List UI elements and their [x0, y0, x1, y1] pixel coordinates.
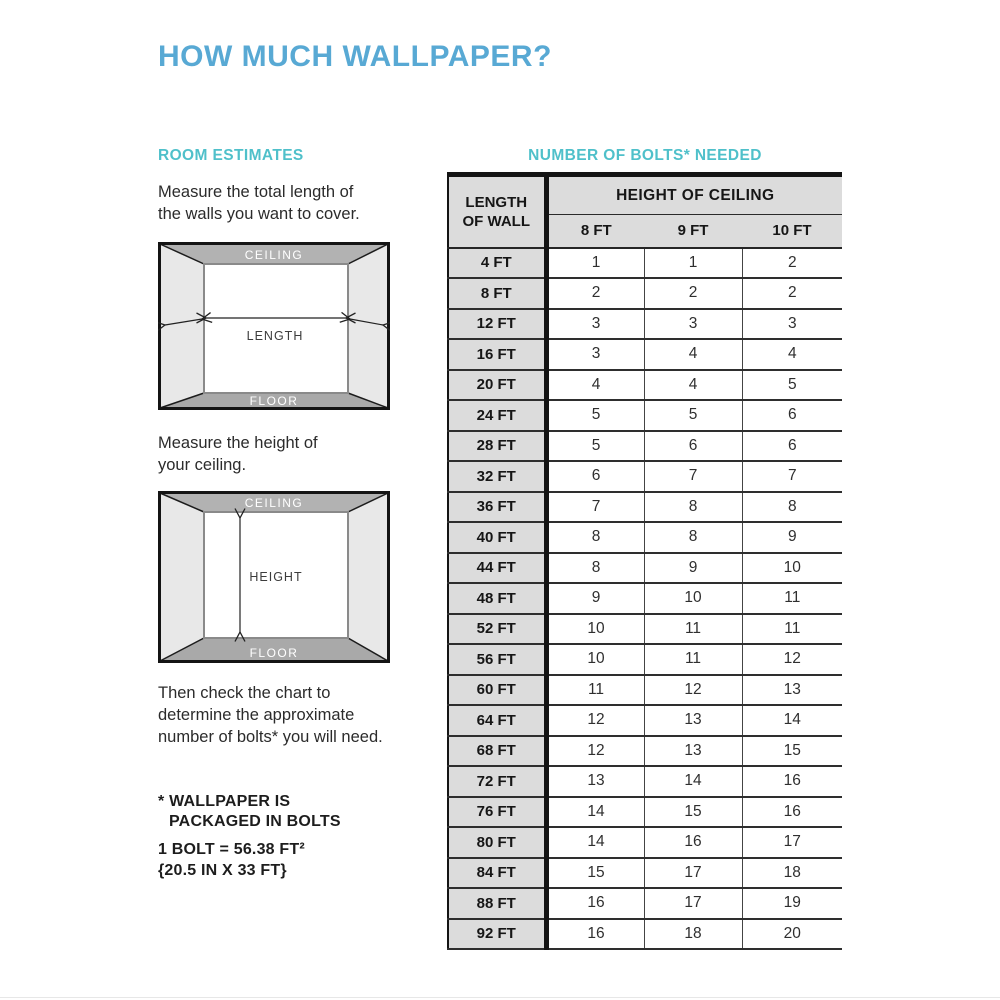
bolts-value-cell: 16	[742, 797, 842, 828]
bolts-value-cell: 12	[546, 705, 644, 736]
bolts-value-cell: 9	[644, 553, 742, 584]
ceiling-8ft-header: 8 FT	[546, 215, 644, 248]
ceiling-label: CEILING	[244, 248, 304, 262]
bolts-value-cell: 12	[644, 675, 742, 706]
bolts-value-cell: 7	[742, 461, 842, 492]
bolts-value-cell: 10	[742, 553, 842, 584]
wall-length-cell: 16 FT	[448, 339, 546, 370]
table-row	[448, 675, 842, 706]
page-bottom-divider	[0, 997, 1000, 998]
instruction-line: Measure the total length of	[158, 183, 354, 201]
bolts-value-cell: 17	[742, 827, 842, 858]
bolts-value-cell: 7	[546, 492, 644, 523]
bolt-info-line: 1 BOLT = 56.38 FT²	[158, 841, 305, 858]
bolt-info-line: {20.5 IN X 33 FT}	[158, 862, 287, 879]
wall-length-cell: 72 FT	[448, 766, 546, 797]
bolts-value-cell: 10	[546, 614, 644, 645]
instruction-line: the walls you want to cover.	[158, 205, 360, 223]
table-row	[448, 614, 842, 645]
table-row	[448, 858, 842, 889]
table-row	[448, 370, 842, 401]
bolts-value-cell: 4	[644, 339, 742, 370]
bolts-value-cell: 8	[742, 492, 842, 523]
table-row	[448, 553, 842, 584]
table-row	[448, 888, 842, 919]
floor-label: FLOOR	[249, 646, 299, 660]
bolts-value-cell: 15	[644, 797, 742, 828]
bolts-value-cell: 6	[742, 400, 842, 431]
bolts-value-cell: 15	[742, 736, 842, 767]
bolts-value-cell: 11	[644, 614, 742, 645]
bolts-value-cell: 6	[644, 431, 742, 462]
wall-length-cell: 36 FT	[448, 492, 546, 523]
wall-length-cell: 52 FT	[448, 614, 546, 645]
ceiling-9ft-header: 9 FT	[644, 215, 742, 248]
wall-length-cell: 60 FT	[448, 675, 546, 706]
bolts-value-cell: 8	[644, 492, 742, 523]
table-row	[448, 736, 842, 767]
bolts-value-cell: 14	[546, 827, 644, 858]
bolts-value-cell: 13	[742, 675, 842, 706]
wall-length-cell: 40 FT	[448, 522, 546, 553]
bolts-value-cell: 16	[546, 919, 644, 950]
bolts-value-cell: 11	[546, 675, 644, 706]
table-row	[448, 522, 842, 553]
bolts-value-cell: 17	[644, 888, 742, 919]
wall-length-cell: 4 FT	[448, 248, 546, 279]
bolts-needed-heading: NUMBER OF BOLTS* NEEDED	[528, 147, 762, 164]
bolts-value-cell: 17	[644, 858, 742, 889]
table-row	[448, 278, 842, 309]
table-row	[448, 797, 842, 828]
table-row	[448, 644, 842, 675]
ceiling-label: CEILING	[244, 496, 304, 510]
bolts-value-cell: 2	[742, 278, 842, 309]
table-row	[448, 248, 842, 279]
bolts-value-cell: 5	[742, 370, 842, 401]
bolts-table-container	[447, 172, 842, 950]
wall-length-cell: 56 FT	[448, 644, 546, 675]
wall-length-cell: 84 FT	[448, 858, 546, 889]
bolts-value-cell: 12	[546, 736, 644, 767]
room-estimates-heading: ROOM ESTIMATES	[158, 147, 304, 164]
wall-length-cell: 92 FT	[448, 919, 546, 950]
wall-length-cell: 28 FT	[448, 431, 546, 462]
footnote-line: * WALLPAPER IS	[158, 793, 291, 810]
table-row	[448, 827, 842, 858]
ceiling-10ft-header: 10 FT	[742, 215, 842, 248]
instruction-line: number of bolts* you will need.	[158, 728, 383, 746]
instruction-measure-height	[158, 432, 318, 476]
bolts-value-cell: 10	[546, 644, 644, 675]
bolts-value-cell: 6	[742, 431, 842, 462]
bolts-value-cell: 13	[644, 736, 742, 767]
bolts-value-cell: 11	[742, 614, 842, 645]
bolts-value-cell: 1	[644, 248, 742, 279]
instruction-measure-length	[158, 181, 360, 225]
bolts-value-cell: 5	[546, 400, 644, 431]
bolts-value-cell: 13	[644, 705, 742, 736]
table-row	[448, 492, 842, 523]
bolts-value-cell: 8	[644, 522, 742, 553]
bolts-value-cell: 16	[644, 827, 742, 858]
wall-length-cell: 32 FT	[448, 461, 546, 492]
bolts-value-cell: 20	[742, 919, 842, 950]
bolts-value-cell: 11	[742, 583, 842, 614]
length-label: LENGTH	[246, 329, 304, 343]
bolt-size-info	[158, 839, 305, 881]
wall-length-cell: 44 FT	[448, 553, 546, 584]
wall-length-cell: 12 FT	[448, 309, 546, 340]
bolts-value-cell: 3	[546, 339, 644, 370]
bolts-value-cell: 3	[742, 309, 842, 340]
ceiling-height-group-header: HEIGHT OF CEILING	[546, 175, 842, 215]
table-row	[448, 339, 842, 370]
instruction-line: determine the approximate	[158, 706, 355, 724]
room-diagram-length	[158, 242, 390, 410]
footnote-line: PACKAGED IN BOLTS	[169, 813, 341, 830]
bolts-value-cell: 8	[546, 553, 644, 584]
wall-length-cell: 68 FT	[448, 736, 546, 767]
bolts-value-cell: 8	[546, 522, 644, 553]
wall-length-cell: 80 FT	[448, 827, 546, 858]
floor-label: FLOOR	[249, 394, 299, 408]
table-row	[448, 309, 842, 340]
instruction-line: Measure the height of	[158, 434, 318, 452]
bolts-value-cell: 13	[546, 766, 644, 797]
bolts-table	[447, 172, 842, 950]
wallpaper-bolts-footnote	[158, 792, 341, 832]
instruction-check-chart	[158, 682, 383, 748]
wall-length-cell: 48 FT	[448, 583, 546, 614]
table-row	[448, 583, 842, 614]
bolts-value-cell: 5	[546, 431, 644, 462]
bolts-value-cell: 4	[546, 370, 644, 401]
wall-length-cell: 64 FT	[448, 705, 546, 736]
bolts-value-cell: 3	[644, 309, 742, 340]
wall-length-cell: 88 FT	[448, 888, 546, 919]
room-diagram-height	[158, 491, 390, 663]
bolts-value-cell: 2	[644, 278, 742, 309]
bolts-value-cell: 10	[644, 583, 742, 614]
bolts-value-cell: 3	[546, 309, 644, 340]
bolts-value-cell: 9	[546, 583, 644, 614]
bolts-value-cell: 16	[742, 766, 842, 797]
bolts-value-cell: 7	[644, 461, 742, 492]
instruction-line: your ceiling.	[158, 456, 247, 474]
wall-length-cell: 8 FT	[448, 278, 546, 309]
bolts-value-cell: 6	[546, 461, 644, 492]
table-row	[448, 461, 842, 492]
wall-length-cell: 20 FT	[448, 370, 546, 401]
page-title: HOW MUCH WALLPAPER?	[158, 40, 552, 73]
bolts-value-cell: 15	[546, 858, 644, 889]
bolts-value-cell: 18	[742, 858, 842, 889]
bolts-value-cell: 12	[742, 644, 842, 675]
bolts-value-cell: 2	[546, 278, 644, 309]
bolts-value-cell: 2	[742, 248, 842, 279]
wall-length-column-header: LENGTH OF WALL	[448, 175, 546, 248]
bolts-value-cell: 9	[742, 522, 842, 553]
bolts-value-cell: 18	[644, 919, 742, 950]
table-row	[448, 705, 842, 736]
bolts-value-cell: 1	[546, 248, 644, 279]
instruction-line: Then check the chart to	[158, 684, 331, 702]
table-row	[448, 400, 842, 431]
bolts-table-body	[448, 248, 842, 950]
bolts-value-cell: 19	[742, 888, 842, 919]
table-row	[448, 766, 842, 797]
table-row	[448, 919, 842, 950]
bolts-value-cell: 16	[546, 888, 644, 919]
bolts-value-cell: 14	[546, 797, 644, 828]
table-row	[448, 431, 842, 462]
bolts-value-cell: 5	[644, 400, 742, 431]
bolts-value-cell: 14	[644, 766, 742, 797]
bolts-value-cell: 4	[742, 339, 842, 370]
height-label: HEIGHT	[249, 570, 303, 584]
bolts-value-cell: 14	[742, 705, 842, 736]
wall-length-cell: 76 FT	[448, 797, 546, 828]
wall-length-cell: 24 FT	[448, 400, 546, 431]
bolts-value-cell: 11	[644, 644, 742, 675]
bolts-value-cell: 4	[644, 370, 742, 401]
